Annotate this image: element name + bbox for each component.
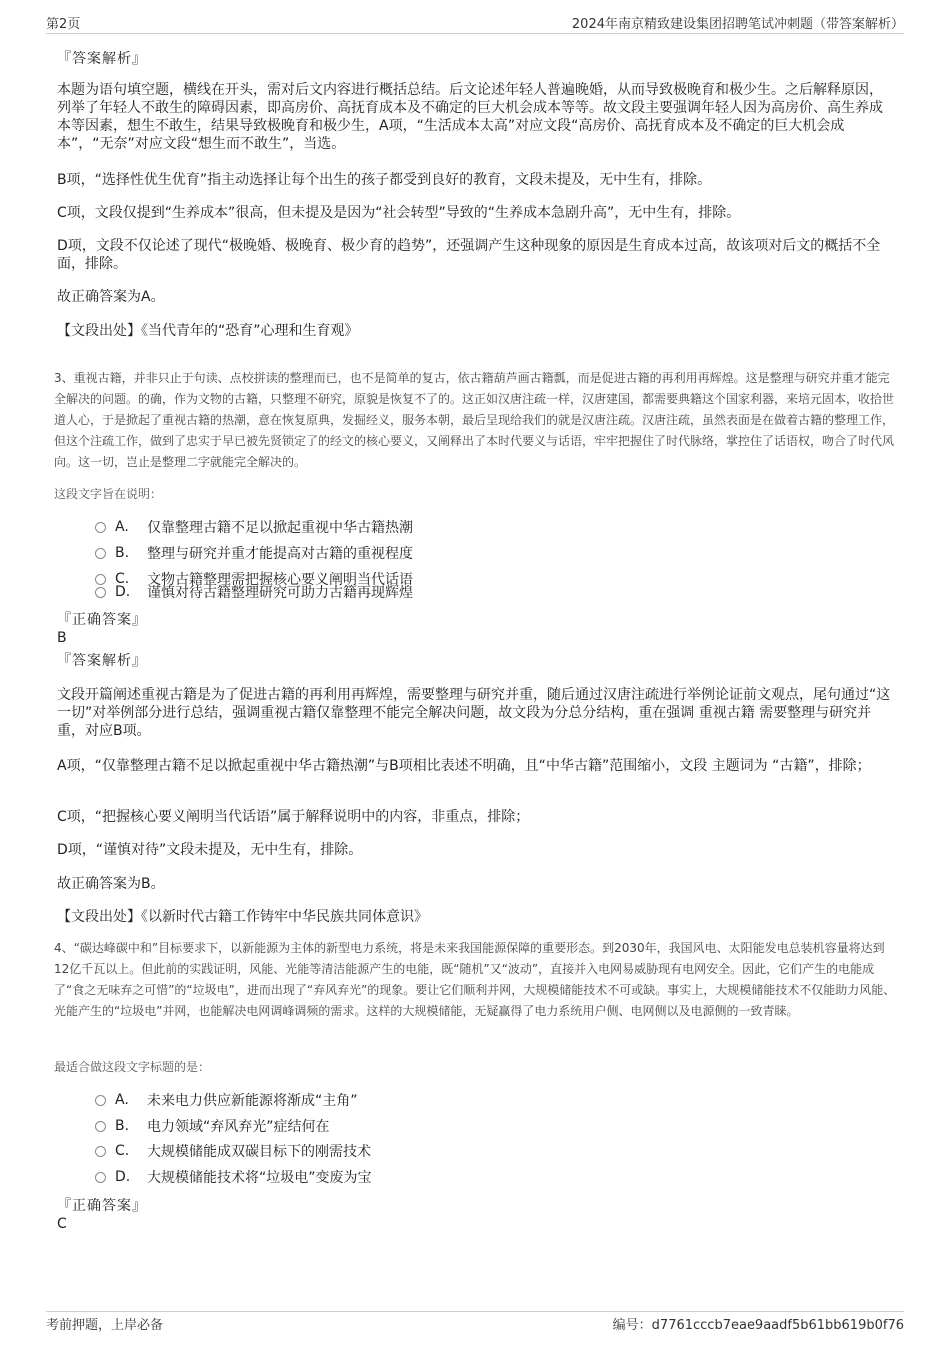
radio-icon[interactable]	[95, 1172, 106, 1183]
document-title: 2024年南京精致建设集团招聘笔试冲刺题（带答案解析）	[571, 17, 904, 32]
q4-prompt: 最适合做这段文字标题的是：	[54, 1060, 211, 1074]
q3-conclusion: 故正确答案为B。	[57, 876, 165, 892]
option-text: 大规模储能技术将“垃圾电”变废为宝	[147, 1170, 372, 1186]
radio-icon[interactable]	[95, 587, 106, 598]
option-letter: C.	[115, 1143, 130, 1159]
radio-icon[interactable]	[95, 522, 106, 533]
option-text: 整理与研究并重才能提高对古籍的重视程度	[147, 546, 413, 562]
option-letter: D.	[115, 584, 131, 600]
option-text: 大规模储能成双碳目标下的刚需技术	[147, 1144, 371, 1160]
q3-correct-answer: B	[57, 630, 67, 646]
q2-analysis-paragraph-1: 本题为语句填空题，横线在开头，需对后文内容进行概括总结。后文论述年轻人普遍晚婚，从而导致极晚育和极少生。之后解释原因，列举了年轻人不敢生的障碍因素，即高房价、高抚育成本及不确定的巨大机会成本等等。故文段主要强调年轻人因为高房价、高生养成本等因素，想生不敢生，结果导致极晚育和极少生，A项，“生活成本太高”对应文段“高房价、高抚育成本及不确定的巨大机会成本”，“无奈”对应文段“想生而不敢生”，当选。	[57, 82, 883, 152]
footer-divider	[46, 1311, 904, 1312]
radio-icon[interactable]	[95, 1121, 106, 1132]
document-code-label: 编号：	[612, 1318, 652, 1333]
q2-analysis-paragraph-4: D项，文段不仅论述了现代“极晚婚、极晚育、极少育的趋势”，还强调产生这种现象的原因是生育成本过高，故该项对后文的概括不全面，排除。	[57, 238, 881, 272]
q4-option-d[interactable]	[95, 1167, 372, 1187]
radio-icon[interactable]	[95, 1095, 106, 1106]
q3-option-a[interactable]	[95, 517, 413, 537]
option-text: 文物古籍整理需把握核心要义阐明当代话语	[147, 572, 413, 588]
q2-analysis-label: 『答案解析』	[57, 51, 147, 67]
option-text: 未来电力供应新能源将渐成“主角”	[147, 1093, 358, 1109]
option-text: 仅靠整理古籍不足以掀起重视中华古籍热潮	[147, 520, 413, 536]
radio-icon[interactable]	[95, 548, 106, 559]
q4-option-a[interactable]	[95, 1090, 358, 1110]
document-code-value: d7761cccb7eae9aadf5b61bb619b0f76	[651, 1318, 904, 1333]
option-text: 谨慎对待古籍整理研究可助力古籍再现辉煌	[147, 585, 413, 601]
q4-correct-label: 『正确答案』	[57, 1198, 147, 1214]
option-letter: C.	[115, 571, 130, 587]
q3-analysis-paragraph-1: 文段开篇阐述重视古籍是为了促进古籍的再利用再辉煌，需要整理与研究并重，随后通过汉唐注疏进行举例论证前文观点，尾句通过“这一切”对举例部分进行总结，强调重视古籍仅靠整理不能完全解决问题，故文段为分总分结构，重在强调 重视古籍 需要整理与研究并重，对应B项。	[57, 687, 891, 739]
q3-prompt: 这段文字旨在说明：	[54, 487, 163, 501]
q4-option-c[interactable]	[95, 1141, 371, 1161]
footer-slogan: 考前押题，上岸必备	[46, 1318, 164, 1333]
q3-source: 【文段出处】《以新时代古籍工作铸牢中华民族共同体意识》	[57, 909, 428, 925]
option-letter: A.	[115, 1092, 129, 1108]
page-number: 第2页	[46, 17, 81, 32]
q2-analysis-paragraph-3: C项，文段仅提到“生养成本”很高，但未提及是因为“社会转型”导致的“生养成本急剧升高”，无中生有，排除。	[57, 205, 741, 221]
q3-analysis-label: 『答案解析』	[57, 653, 147, 669]
option-letter: B.	[115, 545, 130, 561]
option-text: 电力领域“弃风弃光”症结何在	[147, 1119, 330, 1135]
q3-question-text: 3、重视古籍，并非只止于句读、点校拼读的整理而已，也不是简单的复古，依古籍葫芦画古籍瓢，而是促进古籍的再利用再辉煌。这是整理与研究并重才能完全解决的问题。的确，作为文物的古籍，只整理不研究，原貌是恢复不了的。这正如汉唐注疏一样，汉唐建国，都需要典籍这个国家利器，来培元固本，收拾世道人心，于是掀起了重视古籍的热潮，意在恢复原典，发掘经义，服务本朝，最后呈现给我们的就是汉唐注疏。汉唐注疏，虽然表面是在做着古籍的整理工作，但这个注疏工作，做到了忠实于早已被先贤锁定了的经文的核心要义，又阐释出了本时代要义与话语，牢牢把握住了时代脉络，掌控住了话语权，吻合了时代风向。这一切，岂止是整理二字就能完全解决的。	[54, 371, 895, 469]
option-letter: A.	[115, 519, 129, 535]
q2-analysis-paragraph-2: B项，“选择性优生优育”指主动选择让每个出生的孩子都受到良好的教育，文段未提及，无中生有，排除。	[57, 172, 712, 188]
q3-option-d[interactable]	[95, 582, 413, 602]
q3-correct-label: 『正确答案』	[57, 612, 147, 628]
q3-analysis-paragraph-2: A项，“仅靠整理古籍不足以掀起重视中华古籍热潮”与B项相比表述不明确，且“中华古籍”范围缩小，文段 主题词为 “古籍”，排除；	[57, 758, 871, 774]
document-code	[613, 1314, 904, 1333]
radio-icon[interactable]	[95, 1146, 106, 1157]
option-letter: B.	[115, 1118, 130, 1134]
q4-correct-answer: C	[57, 1216, 67, 1232]
q2-conclusion: 故正确答案为A。	[57, 289, 165, 305]
q3-analysis-paragraph-4: D项，“谨慎对待”文段未提及，无中生有，排除。	[57, 842, 363, 858]
q3-option-b[interactable]	[95, 543, 413, 563]
q3-analysis-paragraph-3: C项，“把握核心要义阐明当代话语”属于解释说明中的内容，非重点，排除；	[57, 809, 530, 825]
q2-source: 【文段出处】《当代青年的“恐育”心理和生育观》	[57, 323, 359, 339]
q4-question-text: 4、“碳达峰碳中和”目标要求下，以新能源为主体的新型电力系统，将是未来我国能源保障的重要形态。到2030年，我国风电、太阳能发电总装机容量将达到12亿千瓦以上。但此前的实践证明，风能、光能等清洁能源产生的电能，既“随机”又“波动”，直接并入电网易威胁现有电网安全。因此，它们产生的电能成了“食之无味弃之可惜”的“垃圾电”，进而出现了“弃风弃光”的现象。要让它们顺利并网，大规模储能技术不可或缺。事实上，大规模储能技术不仅能助力风能、光能产生的“垃圾电”并网，也能解决电网调峰调频的需求。这样的大规模储能，无疑赢得了电力系统用户侧、电网侧以及电源侧的一致青睐。	[54, 941, 896, 1018]
q4-option-b[interactable]	[95, 1116, 330, 1136]
header-divider	[46, 33, 904, 34]
option-letter: D.	[115, 1169, 131, 1185]
